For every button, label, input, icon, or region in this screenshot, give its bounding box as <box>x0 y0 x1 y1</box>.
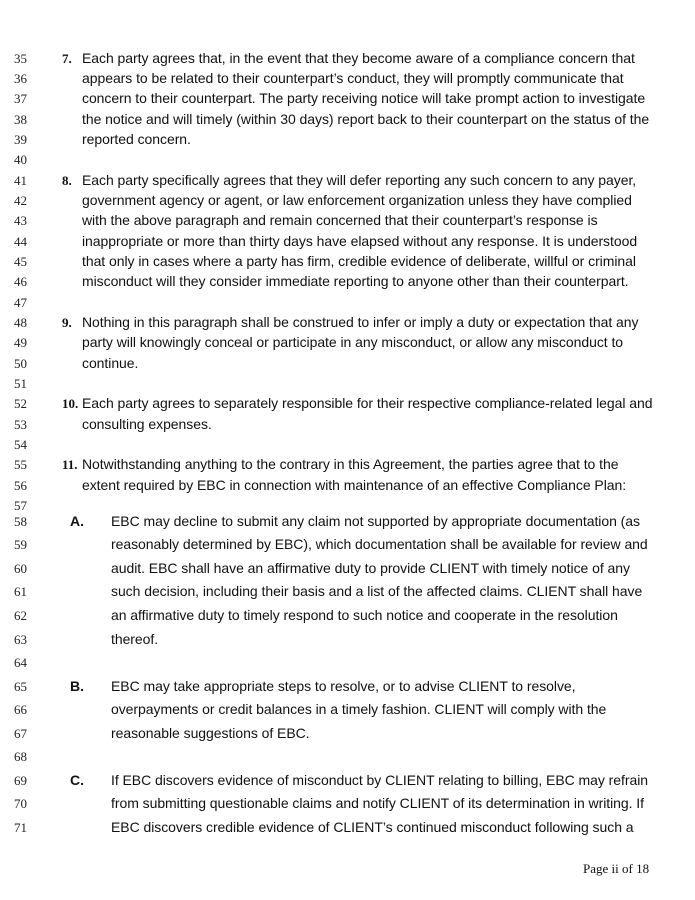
line-number: 58 <box>14 514 27 529</box>
line-number: 66 <box>14 702 27 717</box>
paragraph-line: with the above paragraph and remain concerned that their counterpart’s response is <box>82 212 598 228</box>
paragraph-line: appears to be related to their counterpart’s conduct, they will promptly communicate that <box>82 70 624 86</box>
paragraph-number: 7. <box>62 51 72 66</box>
subsection-line: such decision, including their basis and a list of the affected claims. CLIENT shall have <box>111 583 643 599</box>
paragraph-line: that only in cases where a party has firm, credible evidence of deliberate, willful or criminal <box>82 253 636 269</box>
paragraph-line: Each party agrees that, in the event that they become aware of a compliance concern that <box>82 50 635 66</box>
paragraph-line: misconduct will they consider immediate reporting to anyone other than their counterpart. <box>82 273 629 289</box>
line-number: 63 <box>14 632 27 647</box>
line-number: 60 <box>14 561 27 576</box>
paragraph-number: 10. <box>62 396 79 411</box>
line-number: 61 <box>14 584 27 599</box>
line-number: 50 <box>14 356 27 371</box>
subsection-line: reasonably determined by EBC), which documentation shall be available for review and <box>111 536 648 552</box>
line-number: 37 <box>14 91 27 106</box>
subsection-letter: C. <box>70 772 84 788</box>
line-number: 54 <box>14 437 27 452</box>
subsection-line: audit. EBC shall have an affirmative duty to provide CLIENT with timely notice of any <box>111 560 630 576</box>
paragraph-number: 9. <box>62 315 72 330</box>
line-number: 65 <box>14 679 27 694</box>
paragraph-line: extent required by EBC in connection with maintenance of an effective Compliance Plan: <box>82 477 627 493</box>
subsection-letter: A. <box>70 513 84 529</box>
paragraph-line: Each party agrees to separately responsible for their respective compliance-related legal and <box>82 395 653 411</box>
line-number: 62 <box>14 608 27 623</box>
subsection-line: overpayments or credit balances in a timely fashion. CLIENT will comply with the <box>111 701 607 717</box>
page-number-footer: Page ii of 18 <box>583 861 650 876</box>
line-number: 56 <box>14 478 27 493</box>
paragraph-line: Nothing in this paragraph shall be construed to infer or imply a duty or expectation that any <box>82 314 639 330</box>
subsection-line: EBC may decline to submit any claim not supported by appropriate documentation (as <box>111 513 640 529</box>
line-number: 42 <box>14 193 27 208</box>
subsection-line: EBC may take appropriate steps to resolve, or to advise CLIENT to resolve, <box>111 678 576 694</box>
paragraph-line: government agency or agent, or law enforcement organization unless they have complied <box>82 192 632 208</box>
line-number: 52 <box>14 396 27 411</box>
paragraph-line: the notice and will timely (within 30 days) report back to their counterpart on the status of the <box>82 111 650 127</box>
subsection-line: from submitting questionable claims and notify CLIENT of its determination in writing. If <box>111 795 644 811</box>
line-number: 40 <box>14 152 27 167</box>
line-number: 35 <box>14 51 27 66</box>
paragraph-number: 11. <box>62 457 78 472</box>
line-number: 64 <box>14 655 27 670</box>
paragraph-line: Each party specifically agrees that they will defer reporting any such concern to any payer, <box>82 172 637 188</box>
paragraph-line: Notwithstanding anything to the contrary in this Agreement, the parties agree that to the <box>82 456 619 472</box>
subsection-line: If EBC discovers evidence of misconduct by CLIENT relating to billing, EBC may refrain <box>111 772 649 788</box>
line-number: 55 <box>14 457 27 472</box>
paragraph-line: concern to their counterpart. The party receiving notice will take prompt action to investigate <box>82 90 646 106</box>
paragraph-line: party will knowingly conceal or participate in any misconduct, or allow any misconduct to <box>82 334 624 350</box>
line-number: 70 <box>14 796 27 811</box>
line-number: 36 <box>14 71 27 86</box>
line-number: 48 <box>14 315 27 330</box>
paragraph-number: 8. <box>62 173 72 188</box>
line-number: 49 <box>14 335 27 350</box>
line-number: 38 <box>14 112 27 127</box>
line-number: 46 <box>14 274 27 289</box>
line-number: 43 <box>14 213 27 228</box>
subsection-line: reasonable suggestions of EBC. <box>111 725 310 741</box>
line-number: 69 <box>14 773 27 788</box>
line-number: 67 <box>14 726 27 741</box>
subsection-line: EBC discovers credible evidence of CLIENT’s continued misconduct following such a <box>111 819 634 835</box>
subsection-line: an affirmative duty to timely respond to such notice and cooperate in the resolution <box>111 607 618 623</box>
line-number: 41 <box>14 173 27 188</box>
line-number: 45 <box>14 254 27 269</box>
line-number: 44 <box>14 234 27 249</box>
subsection-line: thereof. <box>111 631 159 647</box>
paragraph-line: consulting expenses. <box>82 416 212 432</box>
line-number: 47 <box>14 295 27 310</box>
line-number: 51 <box>14 376 27 391</box>
paragraph-line: inappropriate or more than thirty days have elapsed without any response. It is understood <box>82 233 638 249</box>
paragraph-line: continue. <box>82 355 139 371</box>
subsection-letter: B. <box>70 678 84 694</box>
line-number: 53 <box>14 417 27 432</box>
line-number: 39 <box>14 132 27 147</box>
line-number: 68 <box>14 749 27 764</box>
line-number: 59 <box>14 537 27 552</box>
line-number: 71 <box>14 820 27 835</box>
line-number: 57 <box>14 498 27 513</box>
paragraph-line: reported concern. <box>82 131 191 147</box>
